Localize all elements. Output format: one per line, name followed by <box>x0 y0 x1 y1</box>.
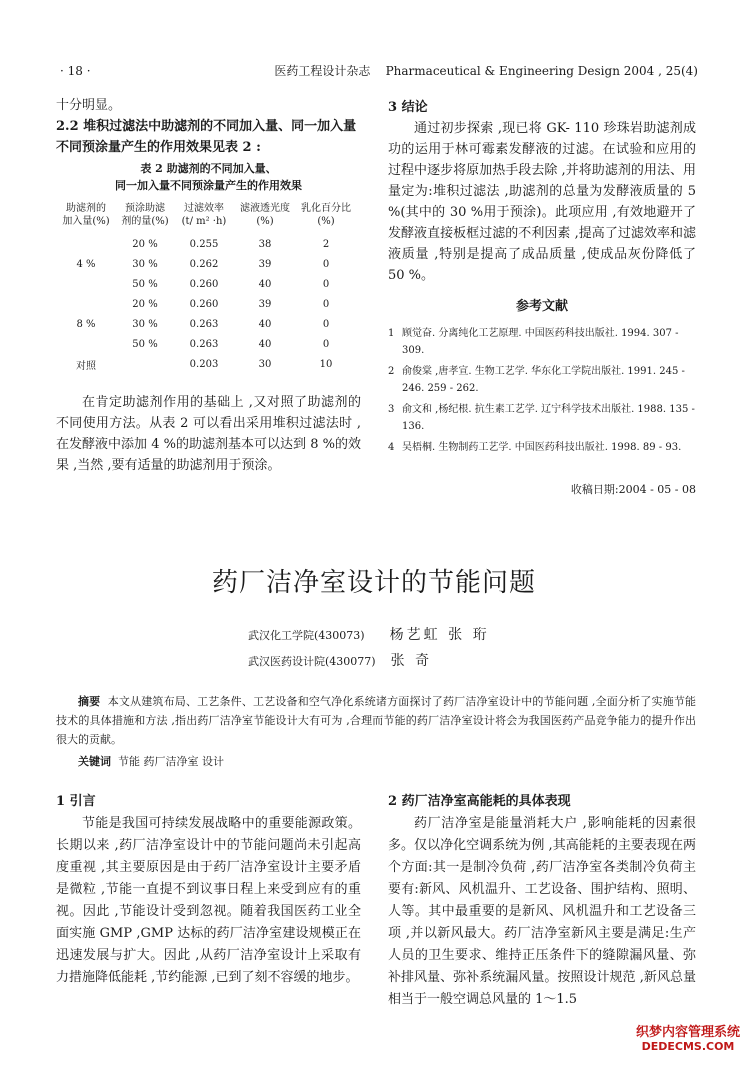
table-header-cell: 助滤剂的 加入量(%) <box>62 203 110 227</box>
table-header-cell: 过滤效率 (t/ m² ·h) <box>181 203 227 227</box>
watermark <box>636 1026 740 1054</box>
table-header-cell: 预涂助滤 剂的量(%) <box>121 203 169 227</box>
watermark-line2: DEDECMS.COM <box>641 1040 735 1053</box>
affiliation-1: 武汉化工学院(430073) <box>248 629 365 642</box>
table-2 <box>56 202 356 374</box>
authors-1: 杨艺虹 张 珩 <box>389 627 490 643</box>
reference-item: 4 吴梧桐. 生物制药工艺学. 中国医药科技出版社. 1998. 89 - 93. <box>388 442 682 453</box>
energy-paragraph: 药厂洁净室是能量消耗大户 ,影响能耗的因素很多。仅以净化空调系统为例 ,其高能耗的主要表现在两个方面:其一是制冷负荷 ,药厂洁净室各类制冷负荷主要有:新风、风机温升、工艺设备、围护结构、照明、人等。其中最重要的是新风、风机温升和工艺设备三项 ,并以新风最大。药厂洁净室新风主要是满足:生产人员的卫生要求、维持正压条件下的缝隙漏风量、弥补排风量、弥补系统漏风量。按照设计规范 ,新风总量相当于一般空调总风量的 1～1.5 <box>388 816 696 1007</box>
reference-item: 2 俞俊棠 ,唐孝宣. 生物工艺学. 华东化工学院出版社. 1991. 245 - 246. 259 - 262. <box>388 366 685 394</box>
bottom-right-column <box>388 791 696 1011</box>
section-1-title: 1 引言 <box>56 794 96 809</box>
section-3-title: 3 结论 <box>388 100 428 115</box>
table-row: 4 % 30 % 0.262 39 0 <box>76 258 330 270</box>
abstract-text: 本文从建筑布局、工艺条件、工艺设备和空气净化系统诸方面探讨了药厂洁净室设计中的节能问题 ,全面分析了实施节能技术的具体措施和方法 ,指出药厂洁净室节能设计大有可为 ,合理而节能的药厂洁净室设计将会为我国医药产品竞争能力的提升作出很大的贡献。 <box>56 695 697 746</box>
journal-name: 医药工程设计杂志 <box>274 64 371 78</box>
table-caption-line1: 表 2 助滤剂的不同加入量、 <box>140 162 277 175</box>
table-header-cell: 滤液透光度 (%) <box>240 203 290 227</box>
table-row: 50 % 0.260 40 0 <box>132 278 330 290</box>
authors-2: 张 奇 <box>390 653 433 669</box>
bottom-left-column <box>56 791 361 989</box>
journal-header <box>274 62 698 79</box>
table-row: 对照 0.203 30 10 <box>76 358 333 372</box>
right-column-top <box>388 97 696 456</box>
intro-paragraph: 节能是我国可持续发展战略中的重要能源政策。长期以来 ,药厂洁净室设计中的节能问题尚未引起高度重视 ,其主要原因是由于药厂洁净室设计主要矛盾是微粒 ,节能一直提不到议事日程上来受到应有的重视。因此 ,节能设计受到忽视。随着我国医药工业全面实施 GMP ,GMP 达标的药厂洁净室建设规模正在迅速发展与扩大。因此 ,从药厂洁净室设计上采取有力措施降低能耗 ,节约能源 ,已到了刻不容缓的地步。 <box>56 816 361 985</box>
watermark-line1: 织梦内容管理系统 <box>635 1025 740 1040</box>
table-row: 20 % 0.260 39 0 <box>132 298 330 310</box>
affiliation-2: 武汉医药设计院(430077) <box>248 655 376 668</box>
received-date: 收稿日期:2004 - 05 - 08 <box>570 483 696 496</box>
keywords-label: 关键词 <box>78 755 111 768</box>
article-title: 药厂洁净室设计的节能问题 <box>211 568 536 598</box>
table-row: 50 % 0.263 40 0 <box>132 338 330 350</box>
keywords-block <box>78 752 224 771</box>
table-row: 8 % 30 % 0.263 40 0 <box>76 318 330 330</box>
table-2-block <box>56 160 361 374</box>
abstract-label: 摘要 <box>78 695 101 708</box>
abstract-block <box>56 692 696 749</box>
section-2-2-title: 2.2 堆积过滤法中助滤剂的不同加入量、同一加入量不同预涂量产生的作用效果见表 2 : <box>56 119 357 155</box>
table-header-cell: 乳化百分比 (%) <box>301 203 351 227</box>
page-number: · 18 · <box>60 64 91 78</box>
reference-item: 1 顾觉奋. 分离纯化工艺原理. 中国医药科技出版社. 1994. 307 - 309. <box>388 328 679 356</box>
table-caption-line2: 同一加入量不同预涂量产生的作用效果 <box>115 179 302 192</box>
carry-line: 十分明显。 <box>56 98 122 113</box>
author-line-2 <box>248 650 432 670</box>
table-header-row <box>56 202 356 228</box>
references-title: 参考文献 <box>515 299 568 314</box>
author-line-1 <box>248 624 490 644</box>
left-column-paragraph <box>56 392 361 476</box>
body-paragraph: 在肯定助滤剂作用的基础上 ,又对照了助滤剂的不同使用方法。从表 2 可以看出采用堆积过滤法时 ,在发酵液中添加 4 %的助滤剂基本可以达到 8 %的效果 ,当然 ,要有适量的助滤剂用于预涂。 <box>56 395 361 473</box>
table-row: 20 % 0.255 38 2 <box>132 238 330 250</box>
left-column-top <box>56 95 361 158</box>
journal-name-en: Pharmaceutical & Engineering Design 2004 , 25(4) <box>385 64 698 78</box>
keywords-text: 节能 药厂洁净室 设计 <box>118 755 224 768</box>
reference-item: 3 俞文和 ,杨纪根. 抗生素工艺学. 辽宁科学技术出版社. 1988. 135 - 136. <box>388 404 695 432</box>
conclusion-paragraph: 通过初步探索 ,现已将 GK- 110 珍珠岩助滤剂成功的运用于林可霉素发酵液的过滤。在试验和应用的过程中逐步将原加热手段去除 ,并将助滤剂的用法、用量定为:堆积过滤法 ,助滤剂的总量为发酵液质量的 5 %(其中的 30 %用于预涂)。此项应用 ,有效地避开了发酵液直接板框过滤的不利因素 ,提高了过滤效率和滤液质量 ,特别是提高了成品质量 ,使成品灰份降低了 50 %。 <box>388 121 696 283</box>
section-2-title: 2 药厂洁净室高能耗的具体表现 <box>388 794 571 809</box>
